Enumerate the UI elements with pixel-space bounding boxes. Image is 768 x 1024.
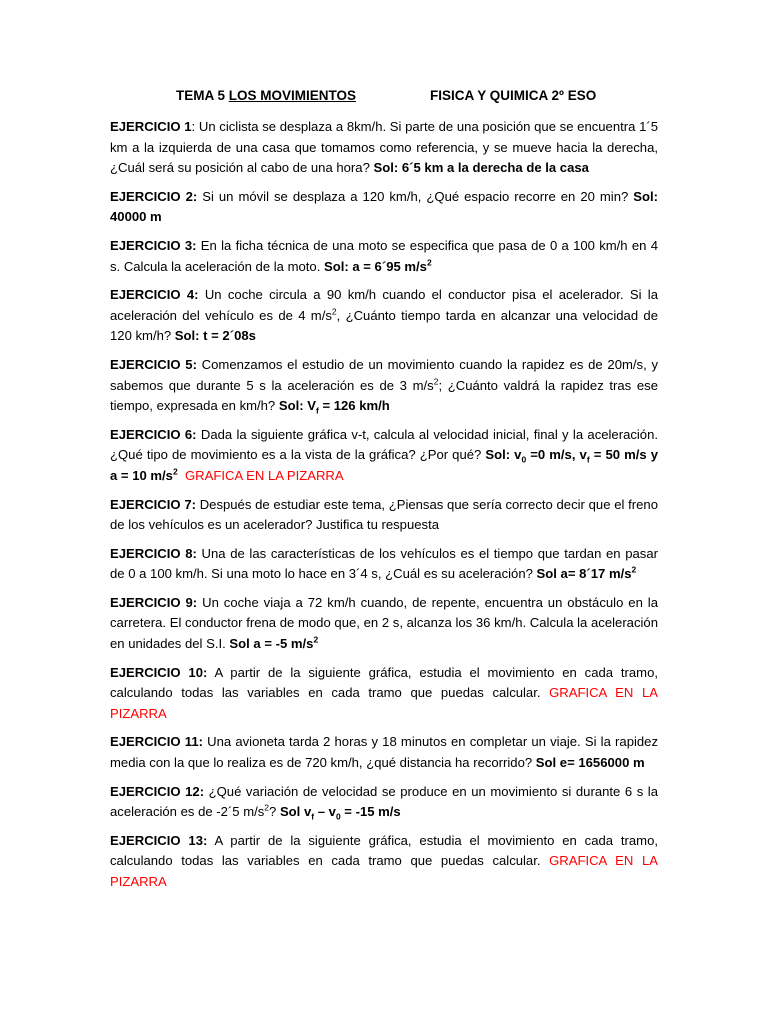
exercise-label: EJERCICIO 13: xyxy=(110,832,208,848)
exercise-text: A partir de la siguiente gráfica, estudia el movimiento en cada tramo, calculando todas las variables en cada tramo que puedas calcular. xyxy=(110,832,658,869)
exercise-text: Un coche circula a 90 km/h cuando el conductor pisa el acelerador. Si la aceleración del vehículo es de 4 m/s xyxy=(110,287,658,323)
exercise-text: Una de las características de los vehículos es el tiempo que tardan en pasar de 0 a 100 km/h. Si una moto lo hace en 3´4 s, ¿Cuál es su aceleración? xyxy=(110,545,658,582)
subscript: f xyxy=(311,811,315,822)
exercise-8 xyxy=(110,544,658,585)
exercise-12 xyxy=(110,782,658,823)
header-tema: TEMA 5 xyxy=(176,88,229,103)
solution-text: Sol: v xyxy=(485,447,522,463)
solution-text-cont: – v xyxy=(314,804,336,820)
subscript: 0 xyxy=(521,454,527,465)
exercise-7 xyxy=(110,495,658,536)
subscript: 0 xyxy=(335,811,341,822)
solution-text-cont: = -15 m/s xyxy=(340,804,401,820)
exercise-1 xyxy=(110,117,658,179)
exercise-label: EJERCICIO 9: xyxy=(110,594,198,610)
board-note: GRAFICA EN LA PIZARRA xyxy=(110,685,658,721)
header-title: LOS MOVIMIENTOS xyxy=(228,88,357,103)
exercise-text: : Un ciclista se desplaza a 8km/h. Si parte de una posición que se encuentra 1´5 km a la izquierda de una casa que tomamos como referencia, y se mueve hacia la derecha, ¿Cuál será su posición al cabo de una hora? xyxy=(110,119,659,176)
exercise-4 xyxy=(110,285,658,347)
exercise-6 xyxy=(110,425,658,487)
exercise-solution: Sol: 40000 m xyxy=(110,188,659,225)
exercise-11 xyxy=(110,732,658,773)
exercise-text: A partir de la siguiente gráfica, estudia el movimiento en cada tramo, calculando todas las variables en cada tramo que puedas calcular. xyxy=(110,664,658,701)
exercise-label: EJERCICIO 2: xyxy=(110,188,198,204)
solution-text: Sol a = -5 m/s xyxy=(229,636,314,652)
exercise-label: EJERCICIO 5: xyxy=(110,356,197,372)
exercise-13 xyxy=(110,831,658,893)
exercise-solution: Sol: 6´5 km a la derecha de la casa xyxy=(373,160,589,176)
exercise-text: Dada la siguiente gráfica v-t, calcula al velocidad inicial, final y la aceleración. ¿Qué tipo de movimiento es a la vista de la gráfica? ¿Por qué? xyxy=(110,426,659,463)
exercise-label: EJERCICIO 6: xyxy=(110,426,197,442)
header-topic xyxy=(176,88,356,103)
exercise-solution xyxy=(229,636,318,651)
subscript: f xyxy=(586,454,590,465)
exercise-label: EJERCICIO 4: xyxy=(110,287,199,303)
exercise-label: EJERCICIO 11: xyxy=(110,734,203,750)
solution-text: Sol: a = 6´95 m/s xyxy=(323,258,427,274)
exercise-solution xyxy=(279,804,401,822)
superscript: 2 xyxy=(264,802,270,813)
exercise-solution: Sol e= 1656000 m xyxy=(535,755,645,771)
solution-text: Sol v xyxy=(279,804,312,820)
exercise-text-cont: ? xyxy=(269,804,280,820)
solution-text-cont: = 50 m/s y a = 10 m/s xyxy=(110,447,658,483)
exercise-solution xyxy=(537,566,637,581)
superscript: 2 xyxy=(172,466,178,477)
superscript: 2 xyxy=(313,634,319,645)
exercise-text: En la ficha técnica de una moto se especifica que pasa de 0 a 100 km/h en 4 s. Calcula la aceleración de la moto. xyxy=(110,237,659,274)
exercise-label: EJERCICIO 12: xyxy=(110,783,205,799)
superscript: 2 xyxy=(631,564,637,575)
solution-text-cont: = 126 km/h xyxy=(318,398,390,414)
exercise-label: EJERCICIO 1 xyxy=(110,119,192,134)
document-header xyxy=(110,86,658,108)
exercise-text-cont: , ¿Cuánto tiempo tarda en alcanzar una velocidad de 120 km/h? xyxy=(110,307,658,344)
superscript: 2 xyxy=(426,257,432,268)
solution-text-cont: =0 m/s, v xyxy=(526,447,587,463)
exercise-10 xyxy=(110,663,658,725)
exercise-text: Un coche viaja a 72 km/h cuando, de repente, encuentra un obstáculo en la carretera. El conductor frena de modo que, en 2 s, alcanza los 36 km/h. Calcula la aceleración en unidades del S.I. xyxy=(110,594,659,652)
exercise-label: EJERCICIO 8: xyxy=(110,545,197,561)
solution-text: Sol a= 8´17 m/s xyxy=(536,566,632,582)
exercise-text: Comenzamos el estudio de un movimiento cuando la rapidez es de 20m/s, y sabemos que durante 5 s la aceleración es de 3 m/s xyxy=(110,356,658,393)
board-note: GRAFICA EN LA PIZARRA xyxy=(185,467,344,483)
subscript: f xyxy=(315,405,319,416)
header-subject: FISICA Y QUIMICA 2º ESO xyxy=(430,88,597,103)
exercise-5 xyxy=(110,355,658,417)
exercise-list xyxy=(110,117,658,893)
exercise-label: EJERCICIO 7: xyxy=(110,496,196,512)
exercise-label: EJERCICIO 3: xyxy=(110,237,197,253)
exercise-text: ¿Qué variación de velocidad se produce en un movimiento si durante 6 s la aceleración es de -2´5 m/s xyxy=(110,783,658,820)
exercise-text: Si un móvil se desplaza a 120 km/h, ¿Qué espacio recorre en 20 min? xyxy=(197,188,634,204)
exercise-solution xyxy=(278,398,390,416)
board-note: GRAFICA EN LA PIZARRA xyxy=(110,853,658,889)
exercise-label: EJERCICIO 10: xyxy=(110,664,208,680)
exercise-text: Una avioneta tarda 2 horas y 18 minutos en completar un viaje. Si la rapidez media con la que lo realiza es de 720 km/h, ¿qué distancia ha recorrido? xyxy=(110,734,658,771)
exercise-solution: Sol: t = 2´08s xyxy=(174,328,256,344)
exercise-3 xyxy=(110,236,658,277)
exercise-text: Después de estudiar este tema, ¿Piensas que sería correcto decir que el freno de los vehículos es un acelerador? Justifica tu respuesta xyxy=(110,496,658,533)
exercise-solution xyxy=(324,259,432,274)
superscript: 2 xyxy=(331,306,337,317)
exercise-2 xyxy=(110,187,658,228)
exercise-text-cont: ; ¿Cuánto valdrá la rapidez tras ese tiempo, expresada en km/h? xyxy=(110,377,658,414)
solution-text: Sol: V xyxy=(278,398,316,414)
exercise-9 xyxy=(110,593,658,655)
superscript: 2 xyxy=(433,376,439,387)
